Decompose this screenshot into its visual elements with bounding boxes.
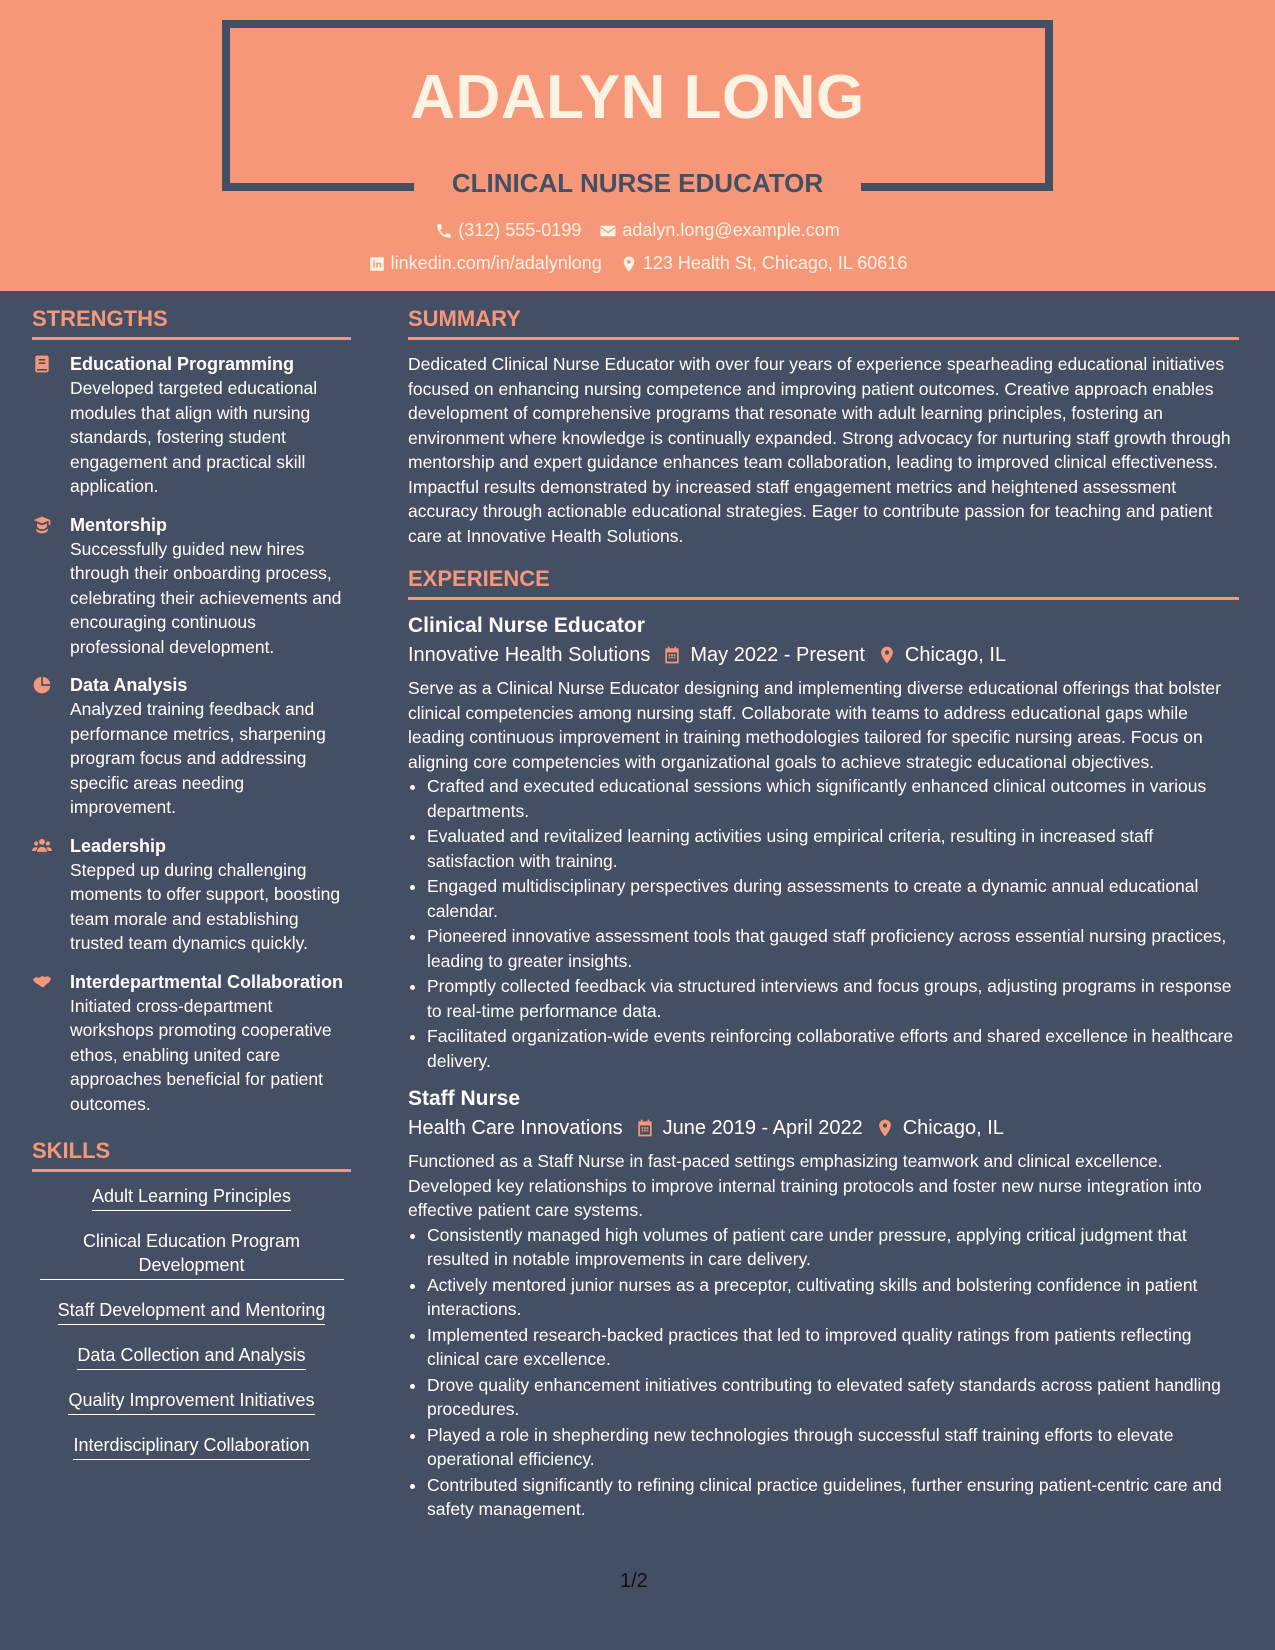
strength-desc: Analyzed training feedback and performance metrics, sharpening program focus and addressing specific areas needing improvement. <box>70 699 326 817</box>
strength-item <box>32 834 351 956</box>
job-bullet: • Consistently managed high volumes of patient care under pressure, applying critical judgment that resulted in notable improvements in care delivery. <box>427 1223 1239 1272</box>
job-location-text: Chicago, IL <box>904 644 1007 666</box>
job-location-text: Chicago, IL <box>902 1117 1004 1139</box>
job-bullet: • Evaluated and revitalized learning activities using empirical criteria, resulting in increased staff satisfaction with training. <box>427 824 1239 873</box>
job-location <box>875 1113 1004 1143</box>
job-bullet: • Drove quality enhancement initiatives contributing to elevated safety standards across patient handling procedures. <box>427 1373 1239 1422</box>
strength-item <box>32 513 351 660</box>
job-entry <box>408 1085 1239 1522</box>
map-pin-icon <box>620 255 638 273</box>
address-text: 123 Health St, Chicago, IL 60616 <box>642 253 908 273</box>
job-description: Serve as a Clinical Nurse Educator designing and implementing diverse educational offerings that bolster clinical competencies among nursing staff. Collaborate with teams to address educational gaps while leading continuous improvement in training methodologies tailored for specific nursing areas. Focus on aligning core competencies with organizational goals to achieve strategic educational objectives. <box>408 678 1221 772</box>
skill-item: Quality Improvement Initiatives <box>68 1388 314 1415</box>
strengths-heading: STRENGTHS <box>32 306 351 340</box>
strength-desc: Initiated cross-department workshops promoting cooperative ethos, enabling united care approaches beneficial for patient outcomes. <box>70 995 332 1114</box>
pie-chart-icon <box>32 675 52 695</box>
contact-row-1 <box>0 220 1275 241</box>
job-bullet: • Implemented research-backed practices that led to improved quality ratings from patients reflecting clinical care excellence. <box>427 1323 1239 1372</box>
job-bullet: • Promptly collected feedback via structured interviews and focus groups, adjusting programs in response to real-time performance data. <box>427 974 1239 1023</box>
experience-heading: EXPERIENCE <box>408 566 1239 600</box>
job-location <box>877 640 1006 670</box>
job-dates-text: May 2022 - Present <box>690 644 865 666</box>
job-bullet: • Facilitated organization-wide events reinforcing collaborative efforts and shared excellence in healthcare delivery. <box>427 1024 1239 1073</box>
strength-desc: Developed targeted educational modules that align with nursing standards, fostering student engagement and practical skill application. <box>70 378 318 496</box>
phone-icon <box>435 222 453 240</box>
strength-item <box>32 352 351 499</box>
strength-title: Educational Programming <box>70 354 295 374</box>
skill-item: Adult Learning Principles <box>92 1184 291 1211</box>
users-icon <box>32 836 52 856</box>
job-description: Functioned as a Staff Nurse in fast-paced settings emphasizing teamwork and clinical excellence. Developed key relationships to improve internal training protocols and foster new nurse integration into effective patient care systems. <box>408 1151 1202 1220</box>
email-text: adalyn.long@example.com <box>622 220 840 240</box>
skill-item: Staff Development and Mentoring <box>58 1298 326 1325</box>
calendar-icon <box>662 645 682 665</box>
job-bullet: • Engaged multidisciplinary perspectives during assessments to create a dynamic annual educational calendar. <box>427 874 1239 923</box>
strength-item <box>32 673 351 820</box>
strength-title: Mentorship <box>70 514 167 535</box>
job-company: Health Care Innovations <box>408 1117 623 1139</box>
left-column <box>32 306 351 1478</box>
phone-text: (312) 555-0199 <box>458 220 582 240</box>
graduate-icon <box>32 515 52 535</box>
job-role: Clinical Nurse Educator <box>408 614 645 637</box>
job-meta <box>408 640 1239 670</box>
linkedin-text: linkedin.com/in/adalynlong <box>390 253 602 273</box>
handshake-icon <box>32 972 52 992</box>
candidate-name: ADALYN LONG <box>410 63 865 132</box>
contact-phone[interactable] <box>435 220 581 241</box>
map-pin-icon <box>877 645 897 665</box>
job-company: Innovative Health Solutions <box>408 644 651 666</box>
skills-heading: SKILLS <box>32 1138 351 1172</box>
envelope-icon <box>599 222 617 240</box>
job-entry <box>408 612 1239 1073</box>
strength-item <box>32 970 351 1117</box>
contact-linkedin[interactable] <box>368 253 602 274</box>
map-pin-icon <box>875 1118 895 1138</box>
strength-desc: Successfully guided new hires through their onboarding process, celebrating their achievements and encouraging continuous professional development. <box>70 538 342 657</box>
header-banner <box>0 0 1275 291</box>
job-dates <box>662 640 865 670</box>
contact-email[interactable] <box>599 220 839 241</box>
job-dates-text: June 2019 - April 2022 <box>662 1117 863 1139</box>
page-number: 1/2 <box>620 1570 648 1592</box>
strength-desc: Stepped up during challenging moments to offer support, boosting team morale and establishing trusted team dynamics quickly. <box>70 859 341 953</box>
contact-row-2 <box>0 253 1275 274</box>
linkedin-icon <box>368 255 386 273</box>
job-bullet: • Crafted and executed educational sessions which significantly enhanced clinical outcomes in various departments. <box>427 774 1239 823</box>
skill-item: Data Collection and Analysis <box>77 1343 305 1370</box>
job-dates <box>635 1113 863 1143</box>
right-column <box>408 306 1239 1534</box>
calendar-icon <box>635 1118 655 1138</box>
job-bullet: • Contributed significantly to refining clinical practice guidelines, further ensuring patient-centric care and safety management. <box>427 1473 1239 1522</box>
summary-heading: SUMMARY <box>408 306 1239 340</box>
job-bullet: • Actively mentored junior nurses as a preceptor, cultivating skills and bolstering confidence in patient interactions. <box>427 1273 1239 1322</box>
job-role: Staff Nurse <box>408 1087 521 1110</box>
job-bullet: • Played a role in shepherding new technologies through successful staff training efforts to elevate operational efficiency. <box>427 1423 1239 1472</box>
job-bullets <box>408 774 1239 1073</box>
skill-item: Clinical Education Program Development <box>40 1229 344 1280</box>
job-bullets <box>408 1223 1239 1522</box>
job-bullet: • Pioneered innovative assessment tools that gauged staff proficiency across essential nursing practices, leading to greater insights. <box>427 924 1239 973</box>
candidate-title: CLINICAL NURSE EDUCATOR <box>451 168 824 198</box>
strength-title: Data Analysis <box>70 675 188 695</box>
contact-address <box>620 253 908 274</box>
skill-item: Interdisciplinary Collaboration <box>73 1433 309 1460</box>
skills-section <box>32 1138 351 1460</box>
job-meta <box>408 1113 1239 1143</box>
strength-title: Leadership <box>70 835 167 856</box>
book-icon <box>32 354 52 374</box>
summary-text: Dedicated Clinical Nurse Educator with over four years of experience spearheading educational initiatives focused on enhancing nursing competence and improving patient outcomes. Creative approach enables development of comprehensive programs that resonate with adult learning principles, fostering an environment where knowledge is continually expanded. Strong advocacy for nurturing staff growth through mentorship and expert guidance enhances team collaboration, leading to improved clinical effectiveness. Impactful results demonstrated by increased staff engagement metrics and heightened assessment accuracy through actionable educational strategies. Eager to contribute passion for teaching and patient care at Innovative Health Solutions. <box>408 354 1231 546</box>
strength-title: Interdepartmental Collaboration <box>70 971 344 992</box>
